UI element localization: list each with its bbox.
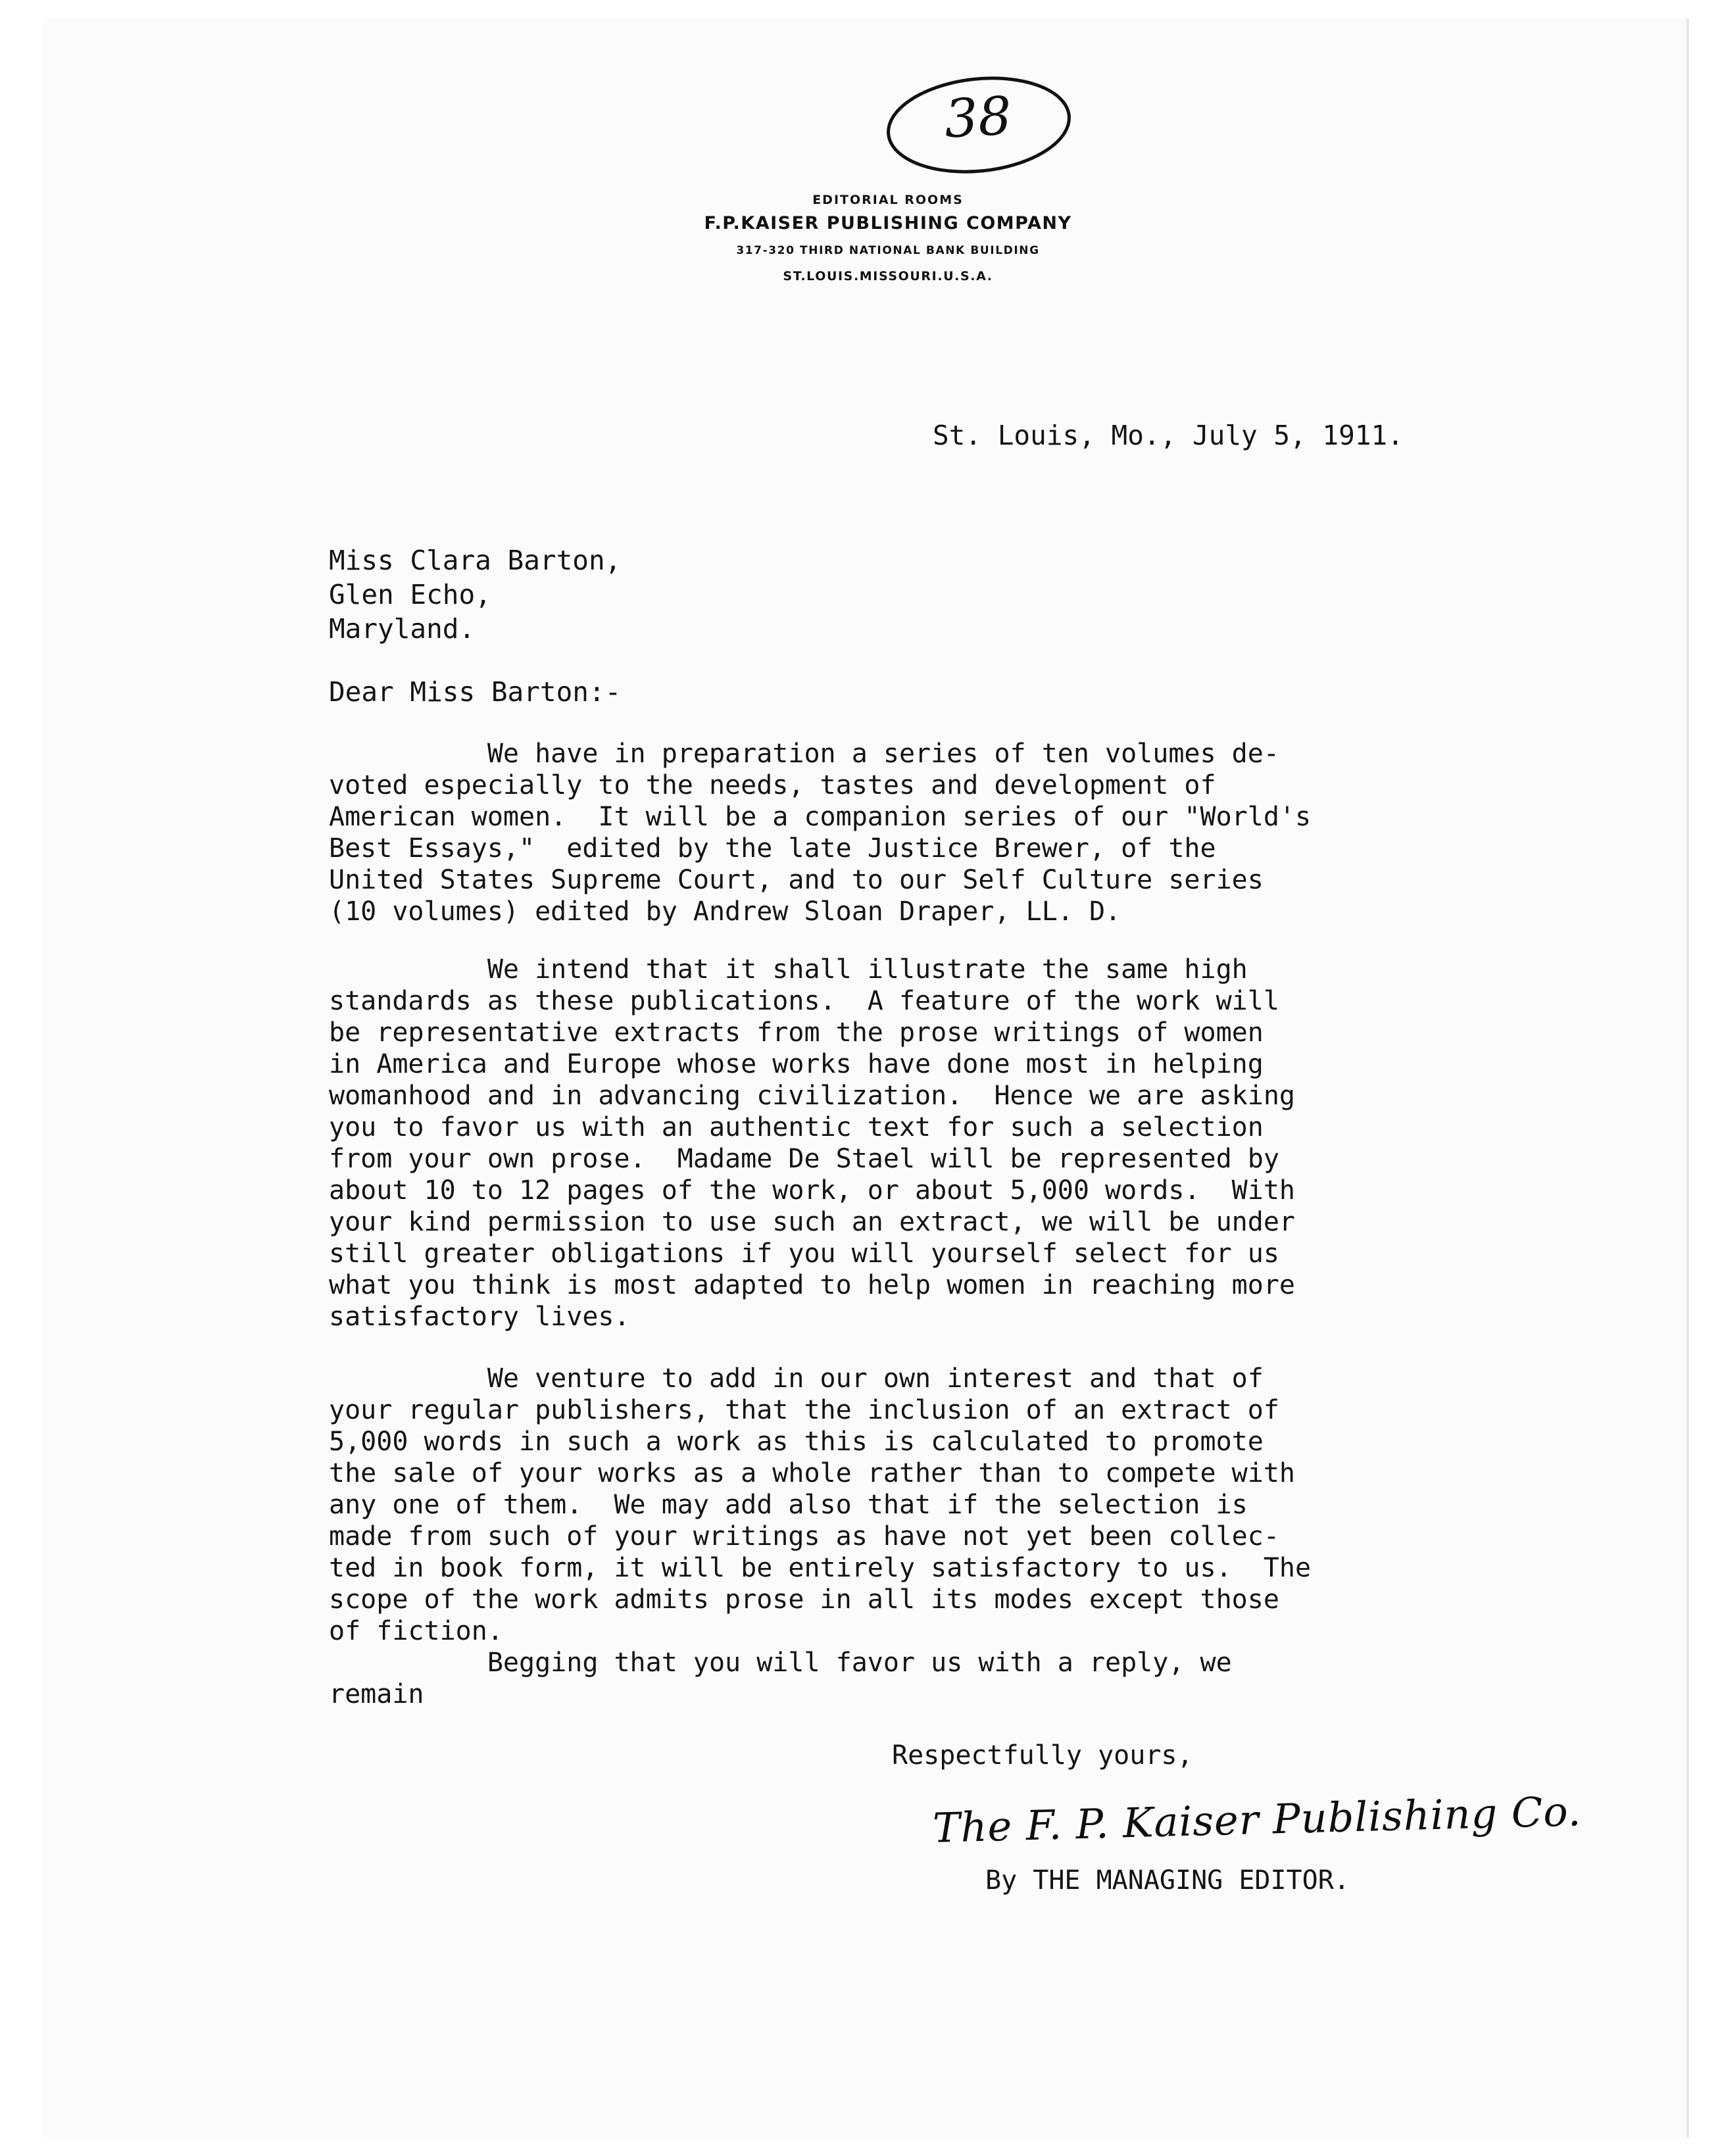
recipient-name: Miss Clara Barton, [329, 545, 622, 576]
letterhead-department: EDITORIAL ROOMS [812, 193, 964, 207]
closing: Respectfully yours, [892, 1740, 1193, 1771]
letterhead-city: ST.LOUIS.MISSOURI.U.S.A. [783, 269, 993, 283]
letterhead [658, 191, 1118, 289]
handwritten-signature: The F. P. Kaiser Publishing Co. [932, 1787, 1583, 1852]
letterhead-company: F.P.KAISER PUBLISHING COMPANY [704, 213, 1072, 233]
body-paragraph-2: We intend that it shall illustrate the same high standards as these publications. A feature of the work will be representative extracts from the prose writings of women in America and Europe whose works have done most in helping womanhood and in advancing civilization. Hence we are asking you to favor us with an authentic text for such a selection from your own prose. Madame De Stael will be represented by about 10 to 12 pages of the work, or about 5,000 words. With your kind permission to use such an extract, we will be under still greater obligations if you will yourself select for us what you think is most adapted to help women in reaching more satisfactory lives. [329, 954, 1296, 1332]
recipient-address [329, 543, 621, 646]
body-paragraph-1: We have in preparation a series of ten volumes de- voted especially to the needs, tastes and development of American women. It will be a companion series of our "World's Best Essays," edited by the late Justice Brewer, of the United States Supreme Court, and to our Self Culture series (10 volumes) edited by Andrew Sloan Draper, LL. D. [329, 739, 1312, 927]
body-paragraph-3: We venture to add in our own interest and that of your regular publishers, that the inclusion of an extract of 5,000 words in such a work as this is calculated to promote the sale of your works as a whole rather than to compete with any one of them. We may add also that if the selection is made from such of your writings as have not yet been collec- ted in book form, it will be entirely satisfactory to us. The scope of the work admits prose in all its modes except those of fiction. Begging that you will favor us with a reply, we remain [329, 1363, 1312, 1709]
recipient-state: Maryland. [329, 613, 476, 645]
dateline: St. Louis, Mo., July 5, 1911. [933, 420, 1404, 451]
recipient-city: Glen Echo, [329, 579, 491, 610]
letterhead-address: 317-320 THIRD NATIONAL BANK BUILDING [736, 244, 1040, 257]
by-line: By THE MANAGING EDITOR. [985, 1865, 1350, 1896]
page-number: 38 [943, 85, 1014, 150]
salutation: Dear Miss Barton:- [329, 676, 622, 708]
